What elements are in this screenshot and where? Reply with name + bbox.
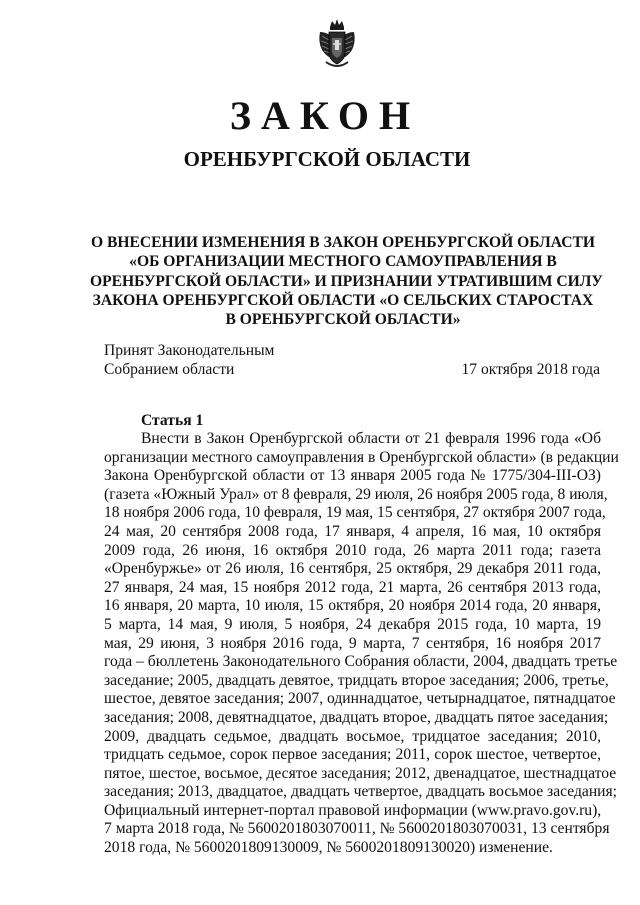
body-line: 16 января, 20 марта, 10 июля, 15 октября, 20 ноября 2014 года, 20 января, bbox=[104, 597, 601, 615]
adoption-authority bbox=[104, 341, 274, 379]
body-line: заседание; 2005, двадцать девятое, тридцать второе заседания; 2006, третье, bbox=[104, 671, 609, 689]
article-heading: Статья 1 bbox=[141, 412, 204, 429]
body-line: 27 января, 24 мая, 15 ноября 2012 года, 21 марта, 26 сентября 2013 года, bbox=[104, 578, 601, 596]
subject-line: «ОБ ОРГАНИЗАЦИИ МЕСТНОГО САМОУПРАВЛЕНИЯ В bbox=[129, 253, 557, 271]
body-line: Официальный интернет-портал правовой информации (www.pravo.gov.ru), bbox=[104, 801, 602, 819]
body-line: шестое, девятое заседания; 2007, одиннадцатое, четырнадцатое, пятнадцатое bbox=[104, 690, 616, 708]
body-line: пятое, шестое, восьмое, десятое заседания; 2012, двенадцатое, шестнадцатое bbox=[104, 764, 617, 782]
subject-line: О ВНЕСЕНИИ ИЗМЕНЕНИЯ В ЗАКОН ОРЕНБУРГСКОЙ ОБЛАСТИ bbox=[90, 234, 596, 251]
body-line: 24 мая, 20 сентября 2008 года, 17 января, 4 апреля, 16 мая, 10 октября bbox=[104, 522, 601, 540]
body-line: 18 ноября 2006 года, 10 февраля, 19 мая, 15 сентября, 27 октября 2007 года, bbox=[104, 504, 606, 522]
article-body bbox=[104, 430, 619, 858]
body-line: тридцать седьмое, сорок первое заседания; 2011, сорок шестое, четвертое, bbox=[104, 746, 601, 764]
subject-line: ОРЕНБУРГСКОЙ ОБЛАСТИ» И ПРИЗНАНИИ УТРАТИВШИМ СИЛУ bbox=[90, 272, 603, 290]
body-line: мая, 29 июня, 3 ноября 2016 года, 9 марта, 7 сентября, 16 ноября 2017 bbox=[104, 634, 601, 652]
region-title: ОРЕНБУРГСКОЙ ОБЛАСТИ bbox=[183, 147, 471, 171]
adoption-line: Принят Законодательным bbox=[104, 342, 275, 359]
subject-line: В ОРЕНБУРГСКОЙ ОБЛАСТИ» bbox=[225, 311, 461, 329]
body-line: года – бюллетень Законодательного Собрания области, 2004, двадцать третье bbox=[104, 653, 618, 671]
adoption-date: 17 октября 2018 года bbox=[461, 361, 600, 378]
body-line: 2009 года, 26 июня, 16 октября 2010 года, 26 марта 2011 года; газета bbox=[104, 541, 601, 559]
body-line: 5 марта, 14 мая, 9 июля, 5 ноября, 24 декабря 2015 года, 10 марта, 19 bbox=[104, 615, 601, 633]
body-line: заседания; 2013, двадцатое, двадцать четвертое, двадцать восьмое заседания; bbox=[104, 783, 618, 801]
law-title: ЗАКОН bbox=[229, 93, 421, 138]
body-line: 2018 года, № 5600201809130009, № 5600201809130020) изменение. bbox=[104, 839, 553, 857]
body-line: 2009, двадцать седьмое, двадцать восьмое, тридцатое заседания; 2010, bbox=[104, 727, 601, 745]
body-line: (газета «Южный Урал» от 8 февраля, 29 июля, 26 ноября 2005 года, 8 июля, bbox=[104, 485, 608, 503]
law-subject-title bbox=[90, 233, 603, 329]
body-line: «Оренбуржье» от 26 июля, 16 сентября, 25 октября, 29 декабря 2011 года, bbox=[104, 560, 601, 578]
body-line: Внести в Закон Оренбургской области от 21 февраля 1996 года «Об bbox=[141, 430, 601, 447]
body-line: 7 марта 2018 года, № 5600201803070011, № 5600201803070031, 13 сентября bbox=[104, 820, 610, 838]
body-line: Закона Оренбургской области от 13 января 2005 года № 1775/304-III-ОЗ) bbox=[104, 467, 601, 485]
subject-line: ЗАКОНА ОРЕНБУРГСКОЙ ОБЛАСТИ «О СЕЛЬСКИХ СТАРОСТАХ bbox=[92, 291, 594, 309]
adoption-line: Собранием области bbox=[104, 361, 235, 378]
body-line: заседания; 2008, девятнадцатое, двадцать второе, двадцать пятое заседания; bbox=[104, 708, 609, 726]
orenburg-coat-of-arms-icon bbox=[316, 18, 358, 70]
body-line: организации местного самоуправления в Оренбургской области» (в редакции bbox=[104, 448, 619, 466]
